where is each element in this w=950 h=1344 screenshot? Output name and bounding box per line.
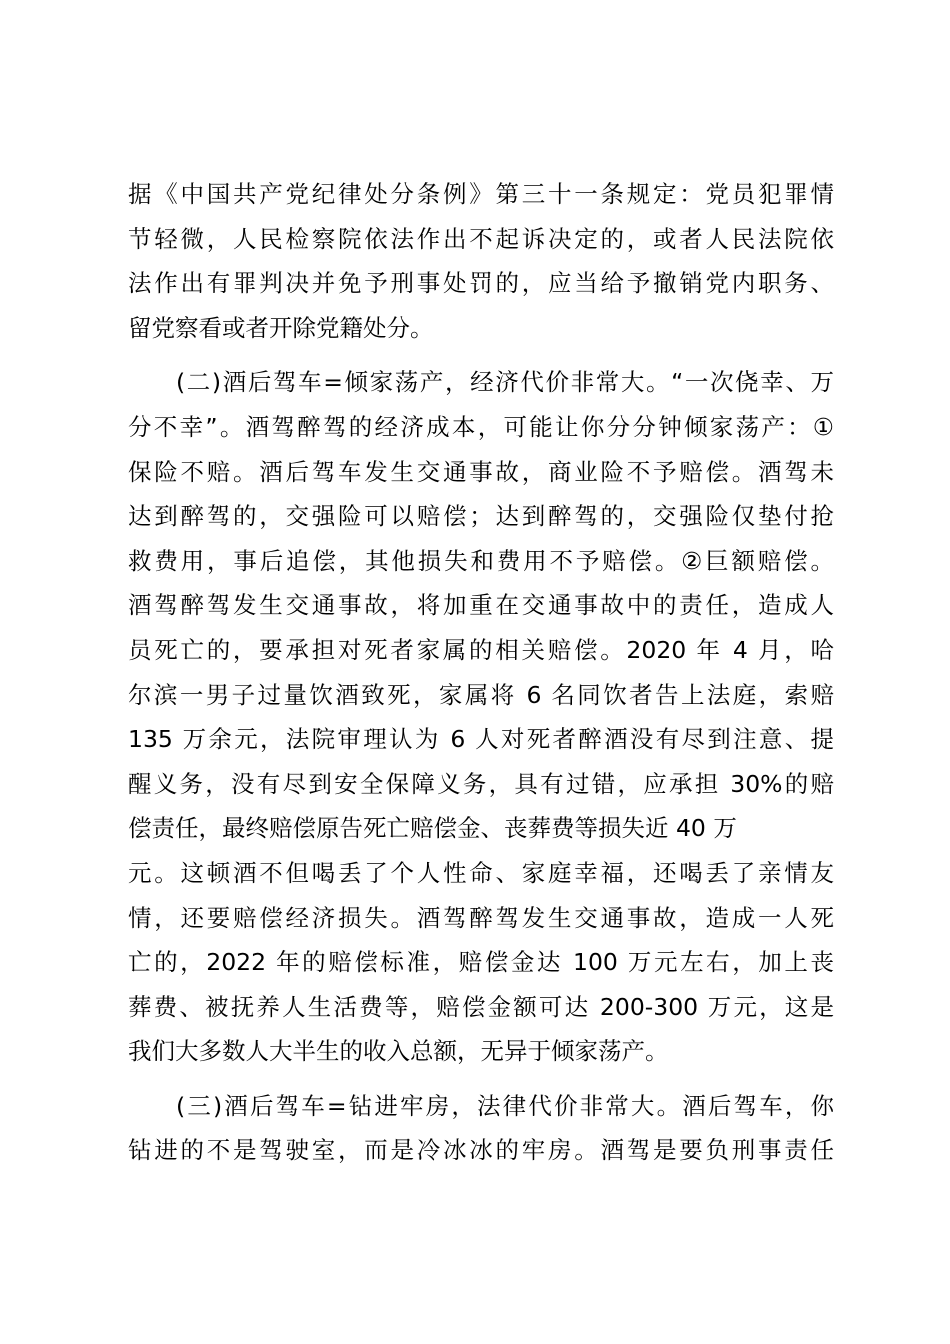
text-line: 节轻微，人民检察院依法作出不起诉决定的，或者人民法院依 [128,224,834,253]
paragraph-spacer [128,1074,834,1084]
text-line: 葬费、被抚养人生活费等，赔偿金额可达 200-300 万元，这是 [128,992,834,1021]
text-line: 尔滨一男子过量饮酒致死，家属将 6 名同饮者告上法庭，索赔 [128,680,834,709]
text-line: 我们大多数人大半生的收入总额，无异于倾家荡产。 [128,1037,669,1066]
text-line: 员死亡的，要承担对死者家属的相关赔偿。2020 年 4 月，哈 [128,635,834,664]
text-line: 亡的，2022 年的赔偿标准，赔偿金达 100 万元左右，加上丧 [128,948,834,977]
paragraph-legal-cost [128,1084,834,1173]
text-line: 救费用，事后追偿，其他损失和费用不予赔偿。②巨额赔偿。 [128,546,834,575]
text-line: 留党察看或者开除党籍处分。 [128,313,434,342]
text-line: 情，还要赔偿经济损失。酒驾醉驾发生交通事故，造成一人死 [128,903,834,932]
text-line: (三)酒后驾车=钻进牢房，法律代价非常大。酒后驾车，你 [176,1091,834,1120]
text-line: 醒义务，没有尽到安全保障义务，具有过错，应承担 30%的赔 [128,769,834,798]
paragraph-economic-cost [128,360,834,1074]
text-line: 达到醉驾的，交强险可以赔偿；达到醉驾的，交强险仅垫付抢 [128,502,834,531]
text-line: 钻进的不是驾驶室，而是冷冰冰的牢房。酒驾是要负刑事责任 [128,1136,834,1165]
text-line: 分不幸”。酒驾醉驾的经济成本，可能让你分分钟倾家荡产：① [128,412,834,441]
text-line: 元。这顿酒不但喝丢了个人性命、家庭幸福，还喝丢了亲情友 [128,858,834,887]
text-line: 据《中国共产党纪律处分条例》第三十一条规定：党员犯罪情 [128,180,834,208]
paragraph-disciplinary-rule [128,172,834,350]
paragraph-spacer [128,350,834,360]
text-line: 保险不赔。酒后驾车发生交通事故，商业险不予赔偿。酒驾未 [128,457,834,486]
text-line: 酒驾醉驾发生交通事故，将加重在交通事故中的责任，造成人 [128,591,834,620]
text-line: 偿责任，最终赔偿原告死亡赔偿金、丧葬费等损失近 40 万 [128,814,737,843]
text-line: 法作出有罪判决并免予刑事处罚的，应当给予撤销党内职务、 [128,269,834,298]
document-body [128,172,834,1173]
text-line: (二)酒后驾车=倾家荡产，经济代价非常大。“一次侥幸、万 [176,368,834,397]
text-line: 135 万余元，法院审理认为 6 人对死者醉酒没有尽到注意、提 [128,725,834,754]
